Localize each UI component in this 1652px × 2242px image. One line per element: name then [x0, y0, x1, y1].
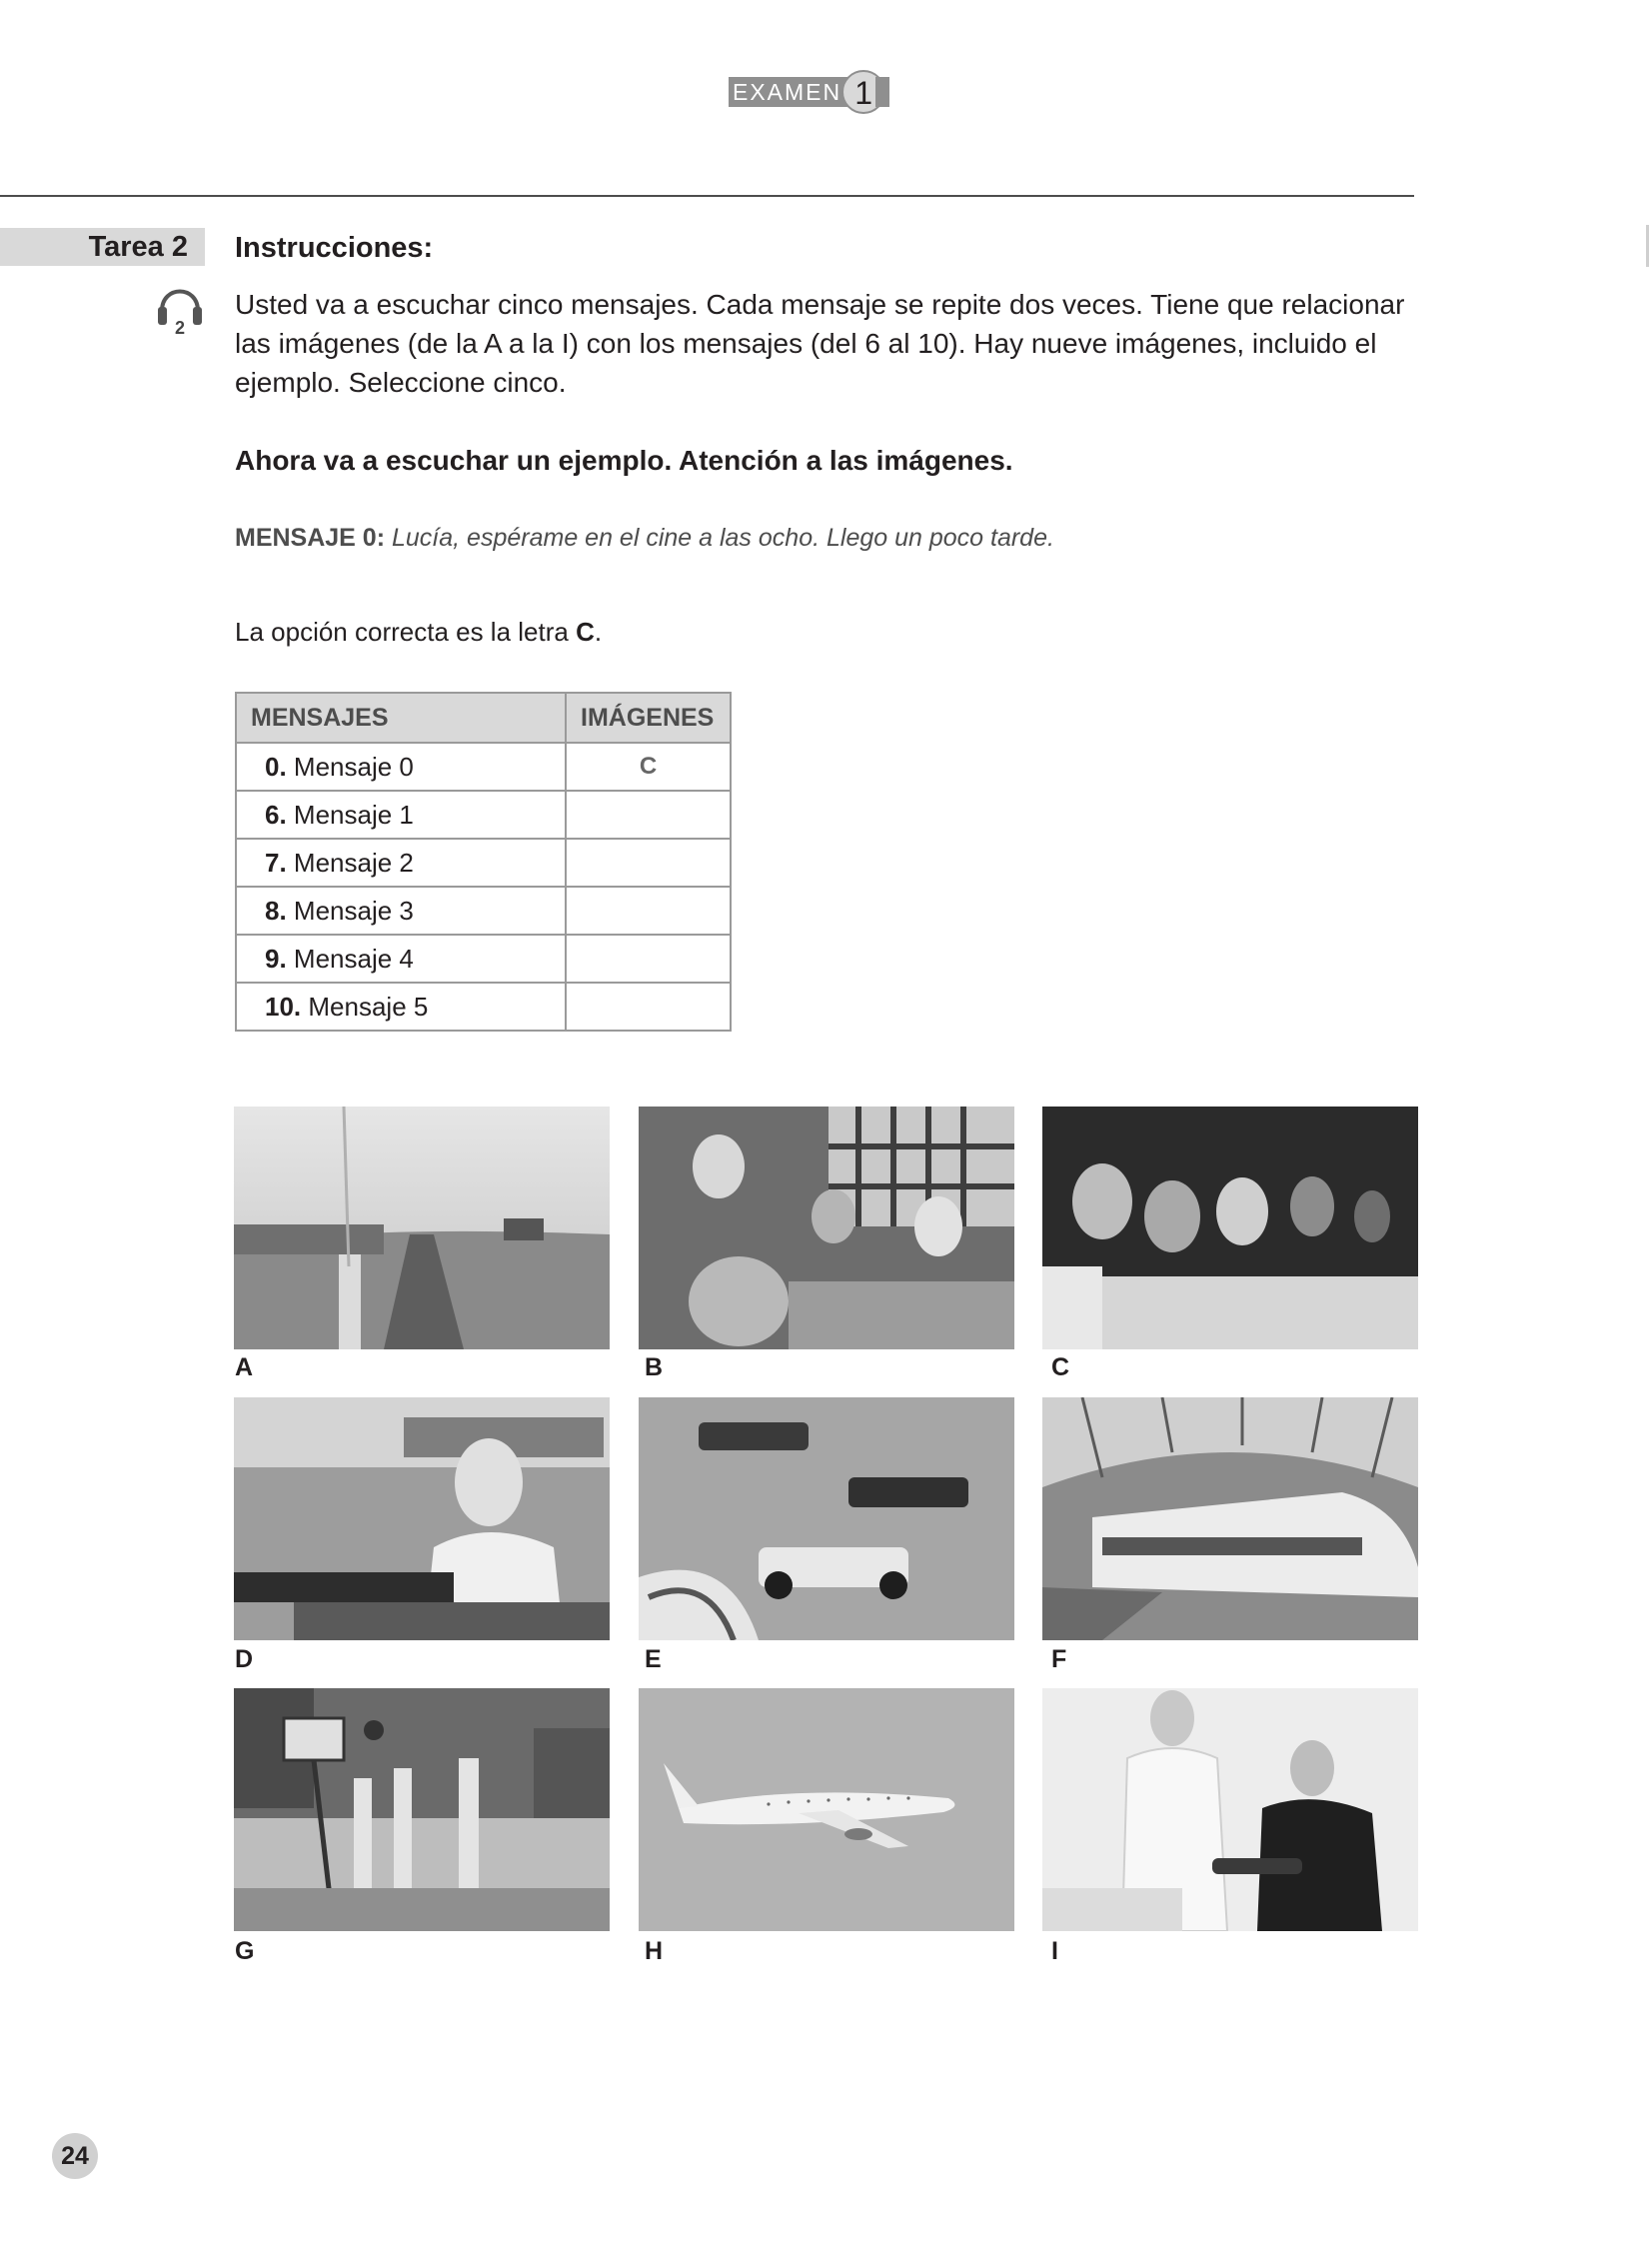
table-row — [236, 743, 731, 791]
image-label: I — [1051, 1937, 1058, 1965]
image-label: G — [235, 1937, 255, 1965]
correct-prefix: La opción correcta es la letra — [235, 617, 577, 647]
image-label: F — [1051, 1645, 1067, 1673]
margin-mark — [1646, 225, 1649, 267]
instructions-body: Usted va a escuchar cinco mensajes. Cada mensaje se repite dos veces. Tiene que relacionar las imágenes (de la A a la I) con los mensajes (del 6 al 10). Hay nueve imágenes, incluido el ejemplo. Seleccione cinco. — [235, 289, 1405, 398]
message-label: Mensaje 2 — [293, 847, 414, 878]
answer-cell[interactable] — [566, 935, 731, 983]
exam-badge — [729, 72, 889, 112]
message-cell — [236, 791, 566, 839]
message-cell — [236, 935, 566, 983]
image-label: H — [645, 1937, 664, 1965]
answer-cell[interactable] — [566, 983, 731, 1031]
example-text: Lucía, espérame en el cine a las ocho. Llego un poco tarde. — [392, 524, 1054, 552]
answer-cell[interactable] — [566, 839, 731, 887]
road-photo — [234, 1107, 610, 1349]
takeaway-counter-photo — [234, 1397, 610, 1640]
table-row — [236, 935, 731, 983]
message-number: 8. — [265, 895, 287, 926]
message-number: 9. — [265, 943, 287, 974]
message-number: 0. — [265, 751, 287, 782]
instructions-title: Instrucciones: — [235, 232, 434, 264]
image-label: B — [645, 1353, 664, 1381]
answer-cell[interactable]: C — [566, 743, 731, 791]
audio-track-number: 2 — [174, 318, 185, 338]
message-label: Mensaje 3 — [293, 895, 414, 926]
cinema-photo — [1042, 1107, 1418, 1349]
example-intro: Ahora va a escuchar un ejemplo. Atención a las imágenes. — [235, 445, 1013, 476]
table-row — [236, 983, 731, 1031]
airplane-photo — [639, 1688, 1014, 1931]
page-number: 24 — [52, 2133, 98, 2179]
message-label: Mensaje 1 — [293, 799, 414, 830]
table-row — [236, 839, 731, 887]
header-divider — [0, 195, 1414, 197]
table-row — [236, 887, 731, 935]
message-label: Mensaje 4 — [293, 943, 414, 974]
column-header: IMÁGENES — [566, 693, 731, 743]
image-label: E — [645, 1645, 662, 1673]
message-cell — [236, 839, 566, 887]
correct-answer-line — [235, 617, 602, 648]
train-station-photo — [1042, 1397, 1418, 1640]
exam-label: EXAMEN — [729, 77, 847, 107]
message-cell — [236, 983, 566, 1031]
message-label: Mensaje 0 — [293, 751, 414, 782]
formula-one-race-photo — [639, 1397, 1014, 1640]
message-label: Mensaje 5 — [308, 991, 429, 1022]
example-message — [235, 524, 1054, 553]
doctor-visit-photo — [1042, 1688, 1418, 1931]
correct-letter: C — [576, 617, 595, 647]
image-label: A — [235, 1353, 254, 1381]
image-label: D — [235, 1645, 254, 1673]
example-label: MENSAJE 0: — [235, 524, 386, 552]
message-number: 6. — [265, 799, 287, 830]
table-header-row — [236, 693, 731, 743]
column-header: MENSAJES — [236, 693, 566, 743]
restaurant-photo — [639, 1107, 1014, 1349]
task-label: Tarea 2 — [0, 228, 205, 266]
message-cell — [236, 743, 566, 791]
image-label: C — [1051, 1353, 1070, 1381]
message-number: 7. — [265, 847, 287, 878]
correct-suffix: . — [594, 617, 603, 647]
basketball-photo — [234, 1688, 610, 1931]
answer-cell[interactable] — [566, 791, 731, 839]
table-row — [236, 791, 731, 839]
answer-table — [235, 692, 732, 1032]
message-number: 10. — [265, 991, 302, 1022]
answer-cell[interactable] — [566, 887, 731, 935]
message-cell — [236, 887, 566, 935]
exam-number: 1 — [841, 70, 885, 114]
